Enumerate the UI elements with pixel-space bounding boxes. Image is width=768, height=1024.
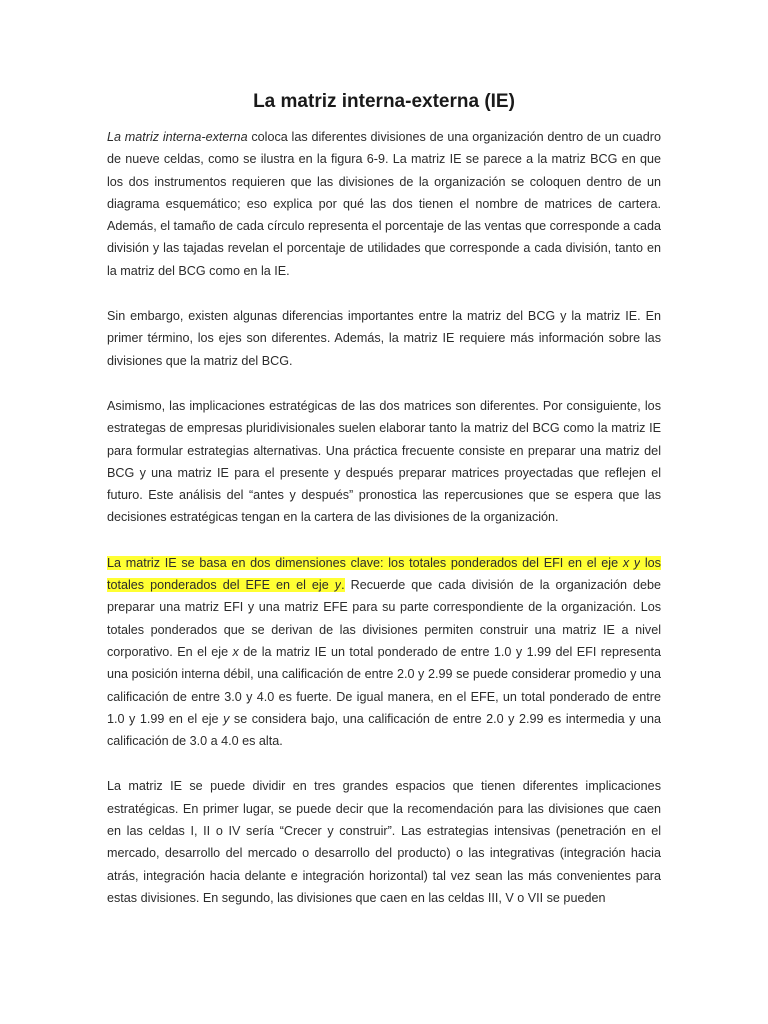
paragraph-differences [107,305,661,372]
text-run: y [223,711,230,726]
highlighted-text: . [341,578,345,593]
document-title: La matriz interna-externa (IE) [253,91,515,112]
text-run: Asimismo, las implicaciones estratégicas de las dos matrices son diferentes. Por consiguiente, los estrategas de empresas pluridivisionales suelen elaborar tanto la matriz del BCG como la matriz IE para formular estrategias alternativas. Una práctica frecuente consiste en preparar una matriz del BCG y una matriz IE para el presente y después preparar matrices proyectadas que reflejen el futuro. Este análisis del “antes y después” pronostica las repercusiones que se espera que las decisiones estratégicas tengan en la cartera de las divisiones de la organización. [107,398,661,525]
document-body [107,90,661,932]
highlighted-text: x y [622,555,641,570]
text-run: coloca las diferentes divisiones de una organización dentro de un cuadro de nueve celdas, como se ilustra en la figura 6-9. La matriz IE se parece a la matriz BCG en que los dos instrumentos requieren que las divisiones de la organización se coloquen dentro de un diagrama esquemático; eso explica por qué las dos tienen el nombre de matrices de cartera. Además, el tamaño de cada círculo representa el porcentaje de las ventas que corresponde a cada división y las tajadas revelan el porcentaje de utilidades que corresponde a cada división, tanto en la matriz del BCG como en la IE. [107,130,662,278]
paragraph-spaces [107,775,661,909]
text-run: La matriz IE se puede dividir en tres grandes espacios que tienen diferentes implicaciones estratégicas. En primer lugar, se puede decir que la recomendación para las divisiones que caen en las celdas I, II o IV sería “Crecer y construir”. Las estrategias intensivas (penetración en el mercado, desarrollo del mercado o desarrollo del producto) o las integrativas (integración hacia atrás, integración hacia delante e integración horizontal) tal vez sean las más convenientes para estas divisiones. En segundo, las divisiones que caen en las celdas III, V o VII se pueden [107,779,661,905]
highlighted-text: los totales ponderados del EFE en el eje [107,555,661,593]
paragraph-intro [107,126,661,282]
highlighted-text: La matriz IE se basa en dos dimensiones clave: los totales ponderados del EFI en el eje [107,555,623,570]
paragraph-implications [107,395,661,529]
text-run: Recuerde que cada división de la organización debe preparar una matriz EFI y una matriz EFE para su parte correspondiente de la organización. Los totales ponderados que se derivan de las divisiones permiten construir una matriz IE a nivel corporativo. En el eje [107,578,662,659]
text-run: de la matriz IE un total ponderado de entre 1.0 y 1.99 del EFI representa una posición interna débil, una calificación de entre 2.0 y 2.99 se puede considerar promedio y una calificación de entre 3.0 y 4.0 es fuerte. De igual manera, en el EFE, un total ponderado de entre 1.0 y 1.99 en el eje [107,644,661,726]
text-run: La matriz interna-externa [107,130,248,144]
paragraph-dimensions [107,552,661,753]
text-run: x [232,644,239,659]
text-run: Sin embargo, existen algunas diferencias importantes entre la matriz del BCG y la matriz IE. En primer término, los ejes son diferentes. Además, la matriz IE requiere más información sobre las divisiones que la matriz del BCG. [107,309,661,368]
text-run: se considera bajo, una calificación de entre 2.0 y 2.99 es intermedia y una calificación de 3.0 a 4.0 es alta. [107,711,661,749]
highlighted-text: y [334,578,342,593]
